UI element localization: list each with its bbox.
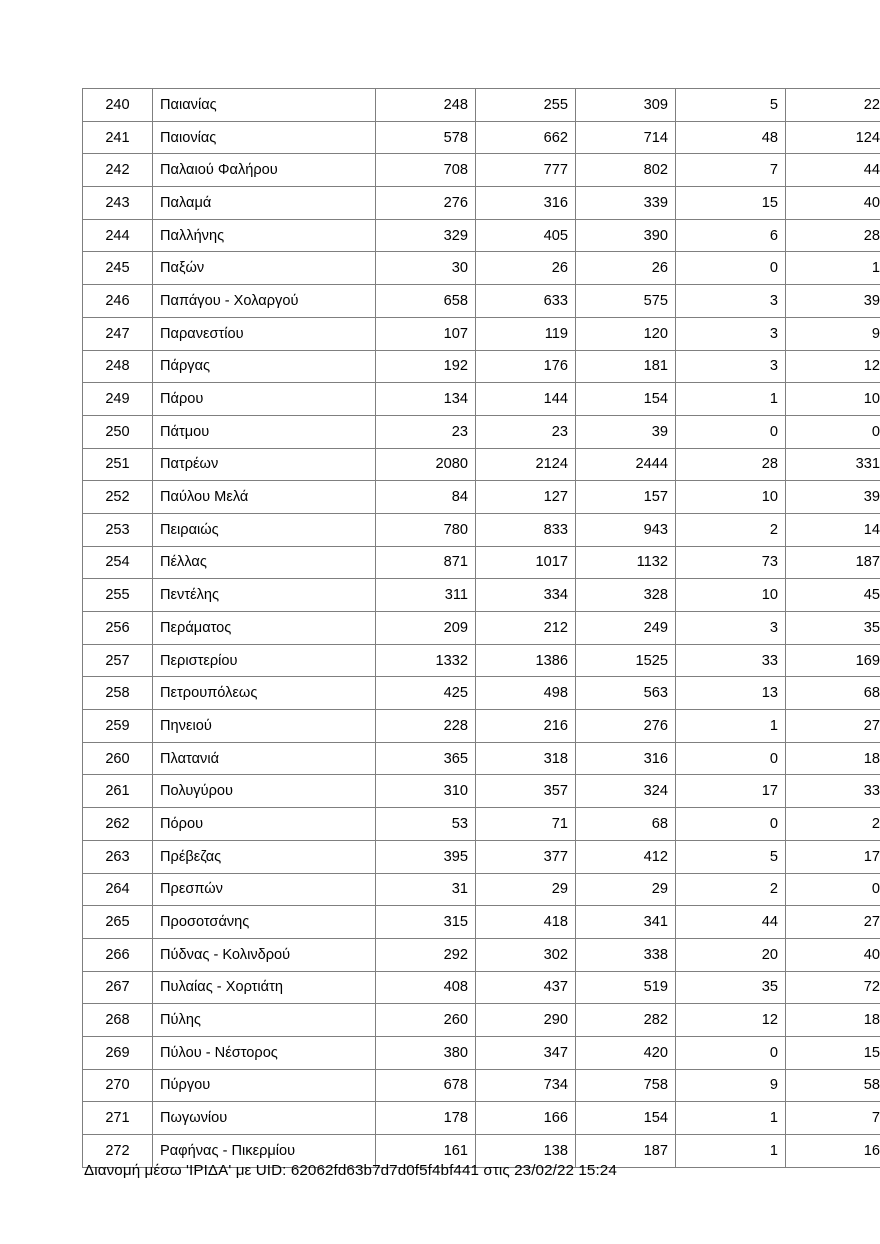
value-column-2: 377	[476, 840, 576, 873]
value-column-2: 498	[476, 677, 576, 710]
table-row	[83, 448, 880, 481]
value-column-2: 405	[476, 219, 576, 252]
value-column-3: 563	[576, 677, 676, 710]
value-column-3: 324	[576, 775, 676, 808]
value-column-3: 341	[576, 906, 676, 939]
table-row	[83, 121, 880, 154]
table-row	[83, 742, 880, 775]
row-index: 258	[83, 677, 153, 710]
value-column-3: 316	[576, 742, 676, 775]
municipality-name: Προσοτσάνης	[153, 906, 376, 939]
value-column-4: 0	[676, 1036, 786, 1069]
value-column-5: 16	[786, 1135, 880, 1168]
row-index: 263	[83, 840, 153, 873]
table-row	[83, 840, 880, 873]
value-column-5: 7	[786, 1102, 880, 1135]
municipality-name: Περάματος	[153, 612, 376, 645]
value-column-1: 209	[376, 612, 476, 645]
value-column-2: 777	[476, 154, 576, 187]
municipality-name: Παλλήνης	[153, 219, 376, 252]
value-column-3: 154	[576, 1102, 676, 1135]
value-column-1: 678	[376, 1069, 476, 1102]
value-column-1: 228	[376, 710, 476, 743]
value-column-3: 276	[576, 710, 676, 743]
value-column-3: 309	[576, 89, 676, 122]
value-column-2: 316	[476, 187, 576, 220]
row-index: 267	[83, 971, 153, 1004]
value-column-5: 58	[786, 1069, 880, 1102]
value-column-3: 187	[576, 1135, 676, 1168]
value-column-4: 20	[676, 938, 786, 971]
municipality-name: Πολυγύρου	[153, 775, 376, 808]
municipality-name: Παιανίας	[153, 89, 376, 122]
value-column-2: 437	[476, 971, 576, 1004]
value-column-5: 17	[786, 840, 880, 873]
value-column-5: 68	[786, 677, 880, 710]
row-index: 242	[83, 154, 153, 187]
value-column-5: 72	[786, 971, 880, 1004]
value-column-2: 633	[476, 285, 576, 318]
row-index: 250	[83, 415, 153, 448]
value-column-4: 0	[676, 252, 786, 285]
value-column-4: 3	[676, 612, 786, 645]
municipality-name: Πάργας	[153, 350, 376, 383]
row-index: 272	[83, 1135, 153, 1168]
value-column-5: 10	[786, 383, 880, 416]
value-column-4: 1	[676, 1102, 786, 1135]
value-column-2: 833	[476, 513, 576, 546]
value-column-5: 27	[786, 906, 880, 939]
table-row	[83, 285, 880, 318]
value-column-2: 216	[476, 710, 576, 743]
row-index: 249	[83, 383, 153, 416]
row-index: 270	[83, 1069, 153, 1102]
row-index: 246	[83, 285, 153, 318]
table-row	[83, 252, 880, 285]
value-column-4: 44	[676, 906, 786, 939]
value-column-2: 1386	[476, 644, 576, 677]
table-row	[83, 1004, 880, 1037]
row-index: 240	[83, 89, 153, 122]
value-column-2: 176	[476, 350, 576, 383]
value-column-1: 395	[376, 840, 476, 873]
value-column-5: 331	[786, 448, 880, 481]
value-column-4: 9	[676, 1069, 786, 1102]
value-column-3: 282	[576, 1004, 676, 1037]
row-index: 241	[83, 121, 153, 154]
row-index: 262	[83, 808, 153, 841]
table-row	[83, 906, 880, 939]
table-row	[83, 938, 880, 971]
municipality-name: Παρανεστίου	[153, 317, 376, 350]
row-index: 255	[83, 579, 153, 612]
table-row	[83, 1069, 880, 1102]
value-column-3: 1132	[576, 546, 676, 579]
table-row	[83, 89, 880, 122]
municipality-name: Πωγωνίου	[153, 1102, 376, 1135]
value-column-3: 943	[576, 513, 676, 546]
value-column-1: 192	[376, 350, 476, 383]
value-column-4: 10	[676, 481, 786, 514]
value-column-5: 14	[786, 513, 880, 546]
value-column-3: 2444	[576, 448, 676, 481]
municipality-name: Παλαιού Φαλήρου	[153, 154, 376, 187]
value-column-2: 334	[476, 579, 576, 612]
value-column-3: 802	[576, 154, 676, 187]
row-index: 266	[83, 938, 153, 971]
value-column-4: 33	[676, 644, 786, 677]
table-row	[83, 513, 880, 546]
municipality-name: Πρέβεζας	[153, 840, 376, 873]
table-row	[83, 1036, 880, 1069]
value-column-3: 575	[576, 285, 676, 318]
value-column-5: 18	[786, 742, 880, 775]
value-column-4: 7	[676, 154, 786, 187]
value-column-3: 758	[576, 1069, 676, 1102]
row-index: 265	[83, 906, 153, 939]
row-index: 257	[83, 644, 153, 677]
table-row	[83, 808, 880, 841]
row-index: 247	[83, 317, 153, 350]
distribution-footer-note: Διανομή μέσω 'ΙΡΙΔΑ' με UID: 62062fd63b7d7d0f5f4bf441 στις 23/02/22 15:24	[84, 1162, 617, 1179]
table-row	[83, 710, 880, 743]
municipality-name: Ραφήνας - Πικερμίου	[153, 1135, 376, 1168]
value-column-5: 2	[786, 808, 880, 841]
value-column-1: 365	[376, 742, 476, 775]
value-column-4: 1	[676, 710, 786, 743]
value-column-1: 292	[376, 938, 476, 971]
value-column-4: 3	[676, 317, 786, 350]
value-column-3: 29	[576, 873, 676, 906]
table-row	[83, 383, 880, 416]
municipality-name: Πηνειού	[153, 710, 376, 743]
municipality-name: Περιστερίου	[153, 644, 376, 677]
value-column-2: 418	[476, 906, 576, 939]
value-column-4: 15	[676, 187, 786, 220]
row-index: 253	[83, 513, 153, 546]
value-column-1: 276	[376, 187, 476, 220]
value-column-2: 290	[476, 1004, 576, 1037]
table-row	[83, 579, 880, 612]
value-column-5: 15	[786, 1036, 880, 1069]
value-column-5: 45	[786, 579, 880, 612]
value-column-5: 1	[786, 252, 880, 285]
row-index: 259	[83, 710, 153, 743]
municipality-name: Πύδνας - Κολινδρού	[153, 938, 376, 971]
value-column-4: 5	[676, 89, 786, 122]
value-column-1: 260	[376, 1004, 476, 1037]
value-column-4: 2	[676, 513, 786, 546]
value-column-2: 71	[476, 808, 576, 841]
value-column-1: 134	[376, 383, 476, 416]
municipality-name: Πέλλας	[153, 546, 376, 579]
value-column-3: 1525	[576, 644, 676, 677]
municipality-name: Πετρουπόλεως	[153, 677, 376, 710]
value-column-5: 18	[786, 1004, 880, 1037]
municipality-name: Πύλης	[153, 1004, 376, 1037]
value-column-3: 420	[576, 1036, 676, 1069]
value-column-2: 29	[476, 873, 576, 906]
value-column-1: 425	[376, 677, 476, 710]
value-column-4: 0	[676, 742, 786, 775]
value-column-1: 178	[376, 1102, 476, 1135]
value-column-4: 10	[676, 579, 786, 612]
value-column-3: 181	[576, 350, 676, 383]
table-row	[83, 546, 880, 579]
value-column-5: 187	[786, 546, 880, 579]
value-column-1: 658	[376, 285, 476, 318]
table-body	[83, 89, 880, 1168]
value-column-2: 23	[476, 415, 576, 448]
table-row	[83, 677, 880, 710]
municipality-name: Παξών	[153, 252, 376, 285]
value-column-1: 311	[376, 579, 476, 612]
value-column-3: 249	[576, 612, 676, 645]
value-column-1: 2080	[376, 448, 476, 481]
value-column-1: 30	[376, 252, 476, 285]
table-row	[83, 481, 880, 514]
table-row	[83, 1102, 880, 1135]
value-column-2: 166	[476, 1102, 576, 1135]
value-column-4: 13	[676, 677, 786, 710]
row-index: 252	[83, 481, 153, 514]
table-row	[83, 644, 880, 677]
value-column-1: 708	[376, 154, 476, 187]
value-column-2: 302	[476, 938, 576, 971]
value-column-1: 408	[376, 971, 476, 1004]
value-column-1: 329	[376, 219, 476, 252]
value-column-2: 357	[476, 775, 576, 808]
value-column-1: 315	[376, 906, 476, 939]
value-column-3: 412	[576, 840, 676, 873]
value-column-1: 23	[376, 415, 476, 448]
table-row	[83, 154, 880, 187]
row-index: 245	[83, 252, 153, 285]
table-row	[83, 415, 880, 448]
value-column-2: 734	[476, 1069, 576, 1102]
value-column-2: 1017	[476, 546, 576, 579]
municipality-name: Πάρου	[153, 383, 376, 416]
value-column-4: 1	[676, 1135, 786, 1168]
municipality-name: Πύλου - Νέστορος	[153, 1036, 376, 1069]
row-index: 271	[83, 1102, 153, 1135]
value-column-4: 6	[676, 219, 786, 252]
value-column-4: 17	[676, 775, 786, 808]
municipality-name: Παλαμά	[153, 187, 376, 220]
row-index: 256	[83, 612, 153, 645]
value-column-4: 73	[676, 546, 786, 579]
value-column-3: 390	[576, 219, 676, 252]
value-column-2: 318	[476, 742, 576, 775]
value-column-5: 22	[786, 89, 880, 122]
value-column-5: 33	[786, 775, 880, 808]
municipality-name: Παιονίας	[153, 121, 376, 154]
row-index: 264	[83, 873, 153, 906]
value-column-4: 5	[676, 840, 786, 873]
value-column-4: 1	[676, 383, 786, 416]
value-column-3: 519	[576, 971, 676, 1004]
value-column-2: 127	[476, 481, 576, 514]
value-column-2: 138	[476, 1135, 576, 1168]
value-column-4: 3	[676, 350, 786, 383]
value-column-1: 380	[376, 1036, 476, 1069]
value-column-4: 35	[676, 971, 786, 1004]
value-column-5: 40	[786, 938, 880, 971]
municipality-name: Πυλαίας - Χορτιάτη	[153, 971, 376, 1004]
value-column-1: 310	[376, 775, 476, 808]
value-column-2: 144	[476, 383, 576, 416]
value-column-1: 871	[376, 546, 476, 579]
value-column-3: 120	[576, 317, 676, 350]
municipality-name: Πεντέλης	[153, 579, 376, 612]
value-column-4: 2	[676, 873, 786, 906]
municipality-name: Πατρέων	[153, 448, 376, 481]
value-column-1: 53	[376, 808, 476, 841]
value-column-3: 714	[576, 121, 676, 154]
value-column-5: 40	[786, 187, 880, 220]
value-column-1: 1332	[376, 644, 476, 677]
value-column-3: 157	[576, 481, 676, 514]
value-column-5: 0	[786, 873, 880, 906]
value-column-2: 347	[476, 1036, 576, 1069]
value-column-5: 169	[786, 644, 880, 677]
value-column-1: 161	[376, 1135, 476, 1168]
municipality-name: Παπάγου - Χολαργού	[153, 285, 376, 318]
value-column-5: 35	[786, 612, 880, 645]
value-column-3: 26	[576, 252, 676, 285]
table-row	[83, 350, 880, 383]
municipality-name: Πάτμου	[153, 415, 376, 448]
municipality-name: Πειραιώς	[153, 513, 376, 546]
row-index: 244	[83, 219, 153, 252]
value-column-4: 48	[676, 121, 786, 154]
row-index: 243	[83, 187, 153, 220]
value-column-5: 39	[786, 285, 880, 318]
value-column-5: 27	[786, 710, 880, 743]
value-column-4: 0	[676, 808, 786, 841]
value-column-2: 255	[476, 89, 576, 122]
municipality-name: Παύλου Μελά	[153, 481, 376, 514]
table-row	[83, 219, 880, 252]
municipality-name: Πύργου	[153, 1069, 376, 1102]
value-column-3: 68	[576, 808, 676, 841]
row-index: 254	[83, 546, 153, 579]
row-index: 251	[83, 448, 153, 481]
value-column-4: 12	[676, 1004, 786, 1037]
municipality-name: Πρεσπών	[153, 873, 376, 906]
value-column-1: 578	[376, 121, 476, 154]
table-row	[83, 317, 880, 350]
value-column-3: 338	[576, 938, 676, 971]
value-column-2: 119	[476, 317, 576, 350]
value-column-2: 662	[476, 121, 576, 154]
value-column-3: 328	[576, 579, 676, 612]
row-index: 268	[83, 1004, 153, 1037]
value-column-1: 107	[376, 317, 476, 350]
value-column-5: 44	[786, 154, 880, 187]
value-column-4: 0	[676, 415, 786, 448]
value-column-4: 3	[676, 285, 786, 318]
value-column-2: 26	[476, 252, 576, 285]
value-column-1: 780	[376, 513, 476, 546]
value-column-3: 339	[576, 187, 676, 220]
row-index: 269	[83, 1036, 153, 1069]
table-row	[83, 612, 880, 645]
value-column-5: 0	[786, 415, 880, 448]
value-column-5: 124	[786, 121, 880, 154]
value-column-5: 39	[786, 481, 880, 514]
municipality-data-table	[82, 88, 880, 1168]
value-column-1: 84	[376, 481, 476, 514]
value-column-5: 9	[786, 317, 880, 350]
table-row	[83, 873, 880, 906]
row-index: 261	[83, 775, 153, 808]
value-column-4: 28	[676, 448, 786, 481]
value-column-3: 39	[576, 415, 676, 448]
value-column-2: 212	[476, 612, 576, 645]
row-index: 248	[83, 350, 153, 383]
table-row	[83, 971, 880, 1004]
value-column-5: 12	[786, 350, 880, 383]
table-row	[83, 187, 880, 220]
value-column-5: 28	[786, 219, 880, 252]
value-column-2: 2124	[476, 448, 576, 481]
table-row	[83, 775, 880, 808]
value-column-1: 248	[376, 89, 476, 122]
value-column-3: 154	[576, 383, 676, 416]
row-index: 260	[83, 742, 153, 775]
municipality-name: Πόρου	[153, 808, 376, 841]
value-column-1: 31	[376, 873, 476, 906]
municipality-name: Πλατανιά	[153, 742, 376, 775]
